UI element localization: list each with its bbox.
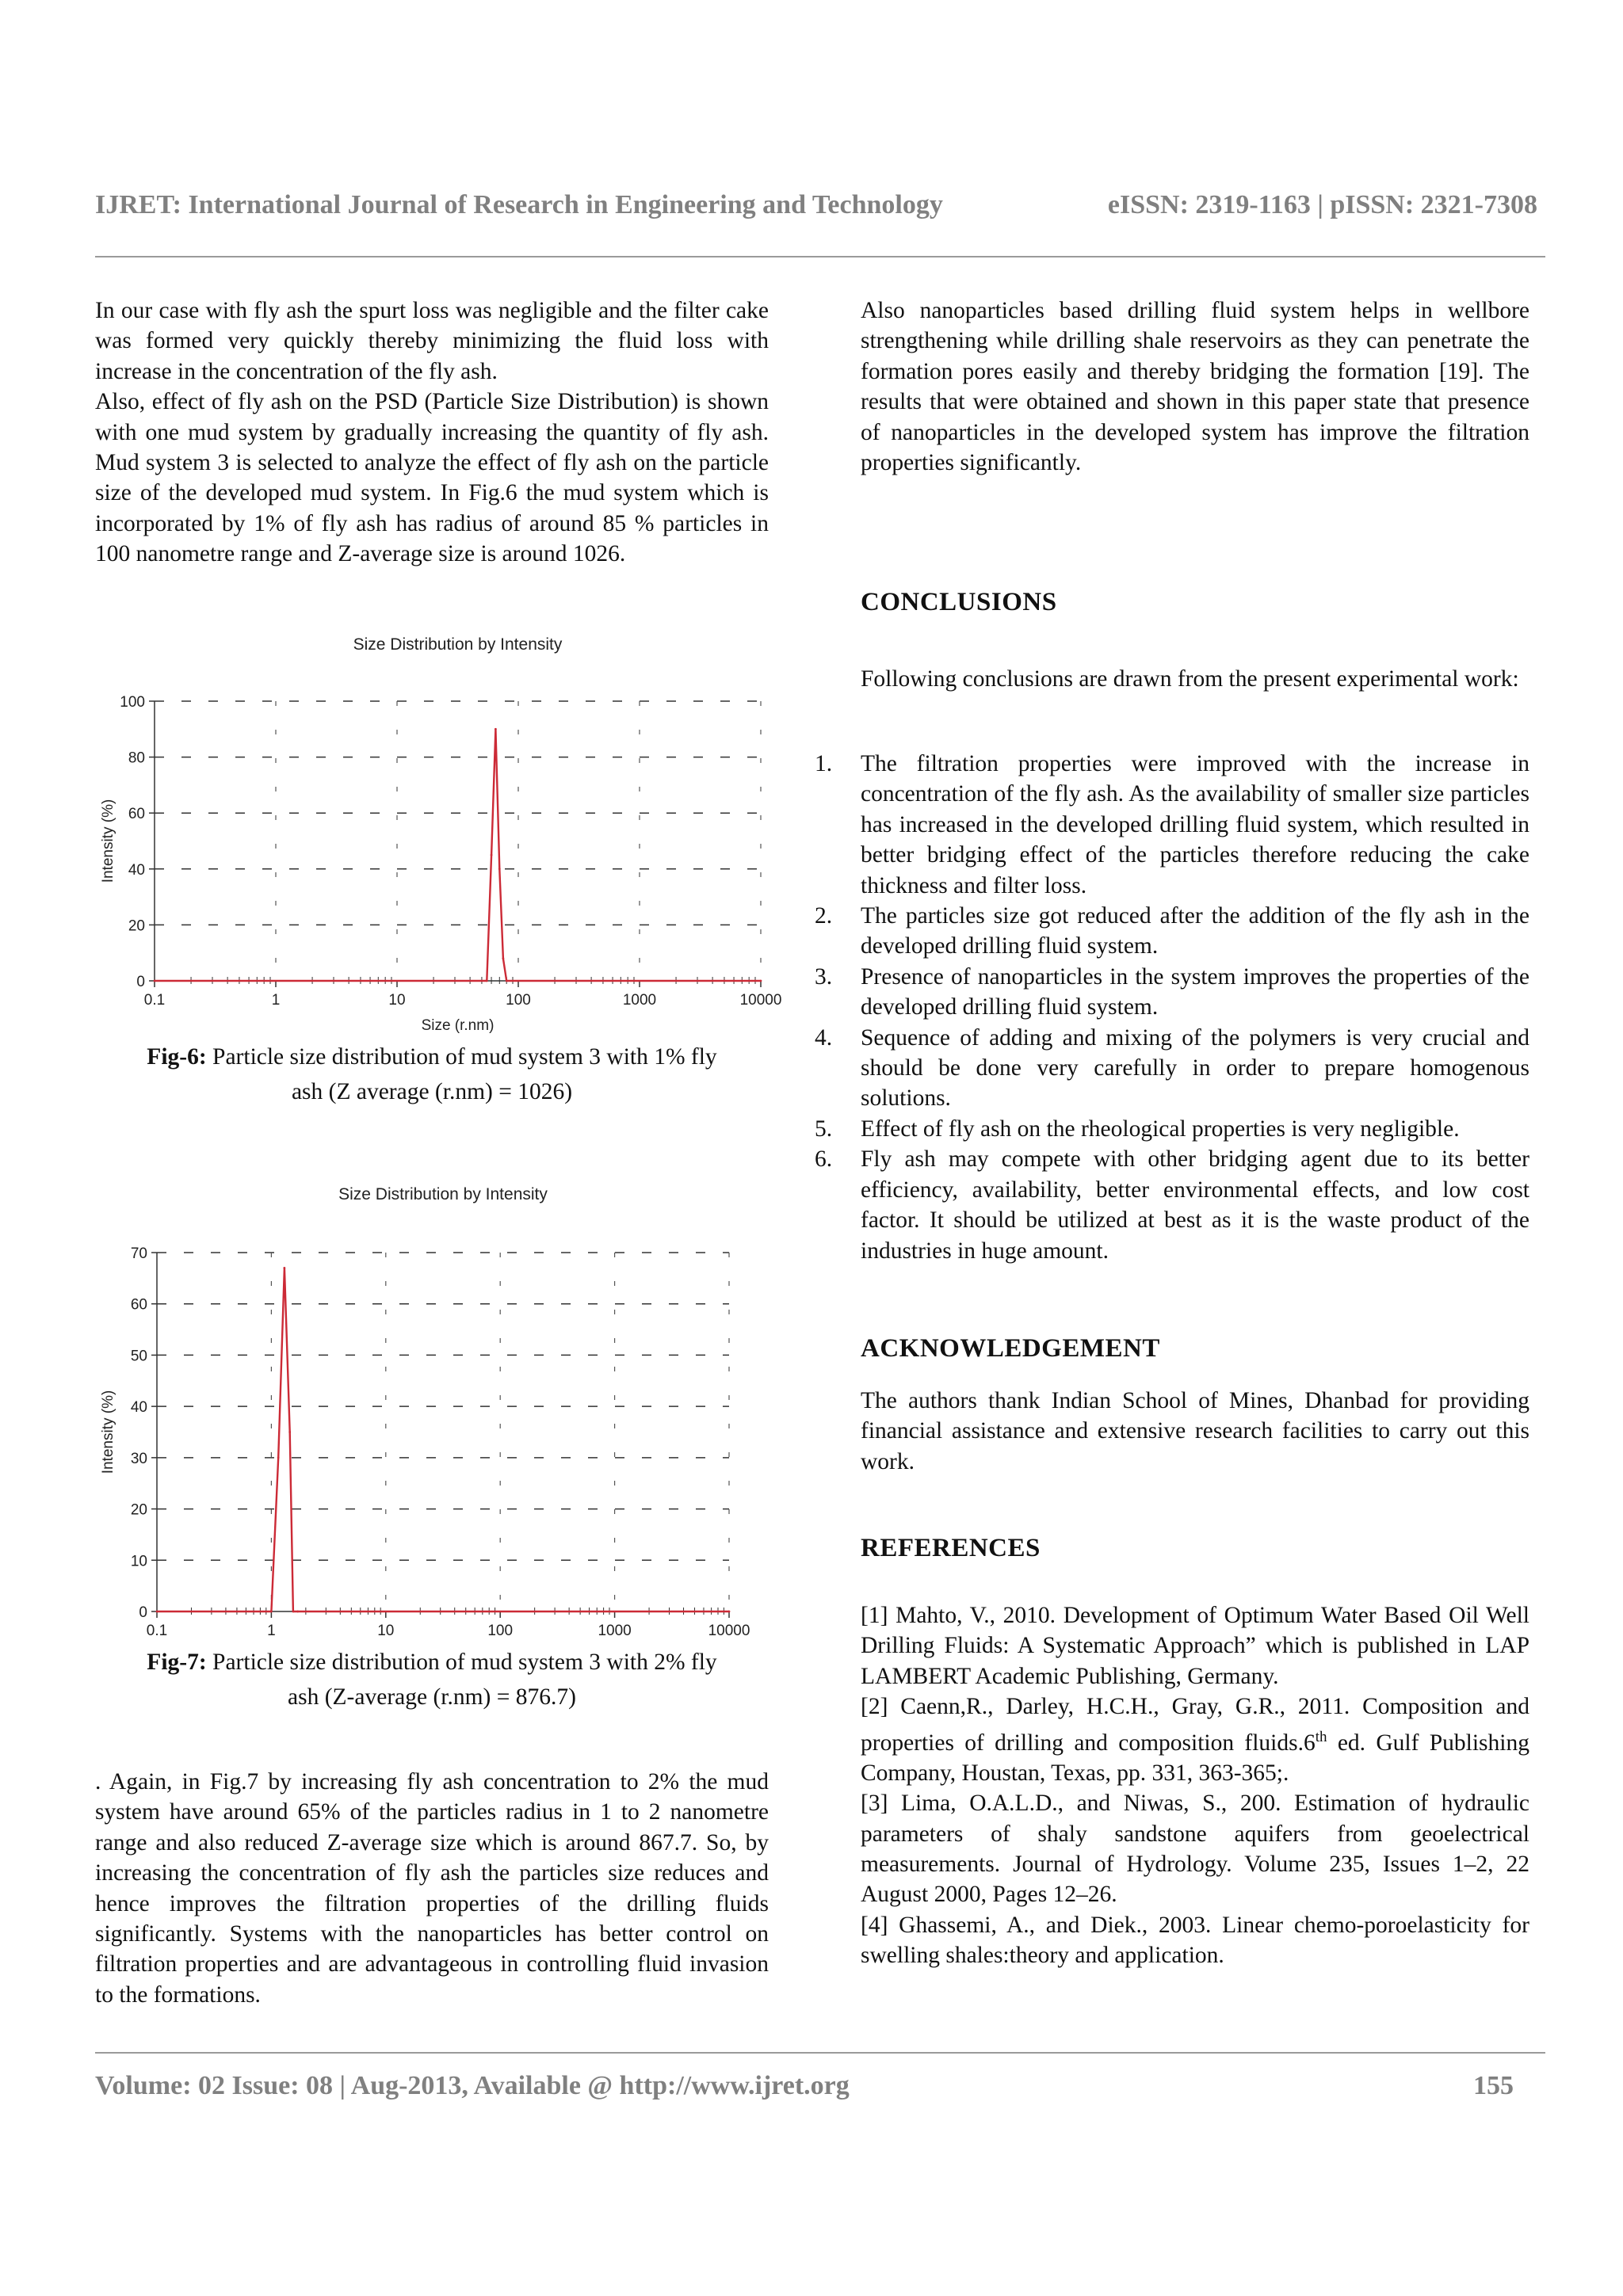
fig7-y-tick-label: 60: [130, 1296, 147, 1314]
list-item: [792, 1144, 1529, 1266]
fig7-label: Fig-7:: [147, 1650, 207, 1675]
fig6-x-tick-label: 100: [506, 992, 531, 1009]
fig6-y-tick-label: 80: [128, 749, 145, 767]
list-item-text: Sequence of adding and mixing of the polymers is very crucial and should be done very carefully in order to prepare homogenous solutions.: [861, 1024, 1529, 1112]
fig7-y-tick-label: 70: [130, 1245, 147, 1262]
reference-3: [3] Lima, O.A.L.D., and Niwas, S., 200. Estimation of hydraulic parameters of shaly sandstone aquifers from geoelectrical measurements. Journal of Hydrology. Volume 235, Issues 1–2, 22 August 2000, Pages 12–26.: [861, 1791, 1529, 1908]
footer-divider: [95, 2052, 1545, 2054]
fig6-data-point: [498, 868, 501, 870]
page-header: [95, 190, 1537, 220]
reference-2-b: ed. Gulf Publishing Company, Houstan, Texas, pp. 331, 363-365;.: [861, 1730, 1529, 1786]
fig7-data-point: [292, 1611, 294, 1613]
conclusions-intro: [861, 664, 1529, 694]
fig7-caption-line2: ash (Z-average (r.nm) = 876.7): [288, 1684, 576, 1710]
fig7-x-tick-label: 100: [487, 1623, 514, 1638]
list-item: [792, 1023, 1529, 1114]
list-number: 4.: [815, 1024, 833, 1051]
fig6-svg: [95, 626, 792, 1046]
footer-volume: Volume: 02 Issue: 08 | Aug-2013, Available @ http://www.ijret.org: [95, 2071, 850, 2100]
list-number: 2.: [815, 903, 833, 929]
fig7-x-tick-label: 0.1: [146, 1623, 168, 1638]
reference-4: [4] Ghassemi, A., and Diek., 2003. Linear chemo-poroelasticity for swelling shales:theory and application.: [861, 1912, 1529, 1969]
left-paragraph-2: Also, effect of fly ash on the PSD (Particle Size Distribution) is shown with one mud system by gradually increasing the quantity of fly ash. Mud system 3 is selected to analyze the effect of fly ash on the particle size of the developed mud system. In Fig.6 the mud system which is incorporated by 1% of fly ash has radius of around 85 % particles in 100 nanometre range and Z-average size is around 1026.: [95, 389, 769, 567]
fig6-y-tick-label: 40: [128, 861, 145, 879]
left-paragraph-1: In our case with fly ash the spurt loss was negligible and the filter cake was formed very quickly thereby minimizing the fluid loss with increase in the concentration of the fly ash.: [95, 298, 769, 384]
fig7-x-tick-label: 10000: [708, 1623, 750, 1638]
list-number: 3.: [815, 963, 833, 990]
fig7-y-tick-label: 30: [130, 1450, 147, 1467]
issn: eISSN: 2319-1163 | pISSN: 2321-7308: [1107, 190, 1537, 219]
reference-2-sup: th: [1315, 1728, 1327, 1745]
fig6-x-tick-label: 1: [271, 992, 281, 1009]
fig6-caption: [95, 1039, 769, 1109]
fig7-data-point: [283, 1267, 285, 1269]
fig6-y-tick-label: 0: [136, 974, 145, 990]
fig7-y-tick-label: 0: [139, 1604, 147, 1621]
right-column-intro: [861, 296, 1529, 478]
fig6-x-tick-label: 10: [388, 992, 406, 1009]
fig7-caption-line1: Particle size distribution of mud system 3 with 2% fly: [206, 1650, 717, 1675]
conclusions-heading: CONCLUSIONS: [861, 588, 1057, 616]
conclusions-list: [792, 749, 1529, 1266]
list-item-text: Effect of fly ash on the rheological properties is very negligible.: [861, 1116, 1460, 1142]
fig7-caption: [95, 1645, 769, 1714]
fig7-x-tick-label: 10: [377, 1623, 395, 1638]
list-item: [792, 1114, 1529, 1144]
references-list: [861, 1600, 1529, 1971]
fig6-data-point: [495, 728, 497, 730]
fig7-chart: [95, 1171, 792, 1638]
fig7-y-tick-label: 50: [130, 1348, 147, 1365]
acknowledgement-heading: ACKNOWLEDGEMENT: [861, 1334, 1160, 1363]
references-heading: REFERENCES: [861, 1534, 1041, 1562]
left-column-top: [95, 296, 769, 570]
fig6-data-point: [486, 980, 488, 982]
fig6-x-axis-label: Size (r.nm): [421, 1017, 495, 1034]
list-number: 5.: [815, 1116, 833, 1142]
reference-2-a: [2] Caenn,R., Darley, H.C.H., Gray, G.R., 2011. Composition and properties of drilling and composition fluids.6: [861, 1694, 1529, 1756]
fig6-data-point: [502, 957, 504, 959]
fig7-title: Size Distribution by Intensity: [338, 1185, 548, 1203]
acknowledgement-body: [861, 1386, 1529, 1477]
list-item-text: The filtration properties were improved with the increase in concentration of the fly ash. As the availability of smaller size particles has increased in the developed drilling fluid system, which resulted in better bridging effect of the particles therefore reducing the cake thickness and filter loss.: [861, 751, 1529, 898]
fig7-y-tick-label: 40: [130, 1399, 147, 1417]
fig6-x-tick-label: 0.1: [143, 992, 166, 1009]
fig6-y-axis-label: Intensity (%): [100, 799, 116, 883]
fig6-data-point: [491, 854, 493, 856]
list-item: [792, 962, 1529, 1023]
fig6-data-point: [506, 980, 508, 982]
fig6-label: Fig-6:: [147, 1044, 207, 1070]
fig6-x-tick-label: 10000: [739, 992, 782, 1009]
fig7-x-tick-label: 1000: [598, 1623, 632, 1638]
page-number: 155: [1473, 2071, 1514, 2100]
fig6-data-point: [154, 980, 156, 982]
list-item: [792, 901, 1529, 962]
fig6-series-line: [155, 729, 761, 981]
list-item-text: The particles size got reduced after the addition of the fly ash in the developed drilling fluid system.: [861, 903, 1529, 959]
fig7-x-tick-label: 1: [267, 1623, 276, 1638]
fig7-y-axis-label: Intensity (%): [100, 1390, 116, 1474]
fig6-caption-line1: Particle size distribution of mud system 3 with 1% fly: [206, 1044, 717, 1070]
fig6-y-tick-label: 100: [120, 694, 145, 711]
right-paragraph-1: Also nanoparticles based drilling fluid system helps in wellbore strengthening while drilling shale reservoirs as they can penetrate the formation pores easily and thereby bridging the formation [19]. The results that were obtained and shown in this paper state that presence of nanoparticles in the developed system has improve the filtration properties significantly.: [861, 298, 1529, 476]
fig6-chart: [95, 626, 792, 1046]
list-item-text: Presence of nanoparticles in the system improves the properties of the developed drilling fluid system.: [861, 963, 1529, 1020]
fig7-data-point: [288, 1431, 291, 1433]
conclusions-intro-text: Following conclusions are drawn from the present experimental work:: [861, 666, 1519, 692]
fig7-data-point: [277, 1456, 280, 1459]
journal-title: IJRET: International Journal of Research in Engineering and Technology: [95, 190, 943, 219]
list-number: 1.: [815, 751, 833, 776]
fig7-y-tick-label: 10: [130, 1553, 147, 1570]
fig7-data-point: [156, 1611, 158, 1613]
reference-2: [861, 1691, 1529, 1788]
list-item-text: Fly ash may compete with other bridging agent due to its better efficiency, availability, better environmental effects, and low cost factor. It should be utilized at best as it is the waste product of the industries in huge amount.: [861, 1146, 1529, 1264]
fig6-x-tick-label: 1000: [622, 992, 657, 1009]
header-divider: [95, 256, 1545, 257]
reference-1: [1] Mahto, V., 2010. Development of Optimum Water Based Oil Well Drilling Fluids: A Systematic Approach” which is published in LAP LAMBERT Academic Publishing, Germany.: [861, 1603, 1529, 1689]
list-item: [792, 749, 1529, 901]
fig6-y-tick-label: 60: [128, 806, 145, 823]
fig6-data-point: [760, 980, 762, 982]
fig7-data-point: [296, 1611, 299, 1613]
fig7-y-tick-label: 20: [130, 1501, 147, 1519]
fig7-svg: [95, 1171, 792, 1638]
fig7-data-point: [728, 1611, 731, 1613]
acknowledgement-text: The authors thank Indian School of Mines, Dhanbad for providing financial assistance and extensive research facilities to carry out this work.: [861, 1388, 1529, 1474]
fig7-data-point: [270, 1611, 273, 1613]
fig6-title: Size Distribution by Intensity: [353, 635, 563, 654]
fig6-caption-line2: ash (Z average (r.nm) = 1026): [291, 1079, 573, 1104]
left-column-bottom: [95, 1767, 769, 2010]
fig6-y-tick-label: 20: [128, 917, 145, 935]
list-number: 6.: [815, 1146, 833, 1173]
left-paragraph-3: . Again, in Fig.7 by increasing fly ash concentration to 2% the mud system have around 65% of the particles radius in 1 to 2 nanometre range and also reduced Z-average size which is around 867.7. So, by increasing the concentration of fly ash the particles size reduces and hence improves the filtration properties of the drilling fluids significantly. Systems with the nanoparticles has better control on filtration properties and are advantageous in controlling fluid invasion to the formations.: [95, 1769, 769, 2008]
